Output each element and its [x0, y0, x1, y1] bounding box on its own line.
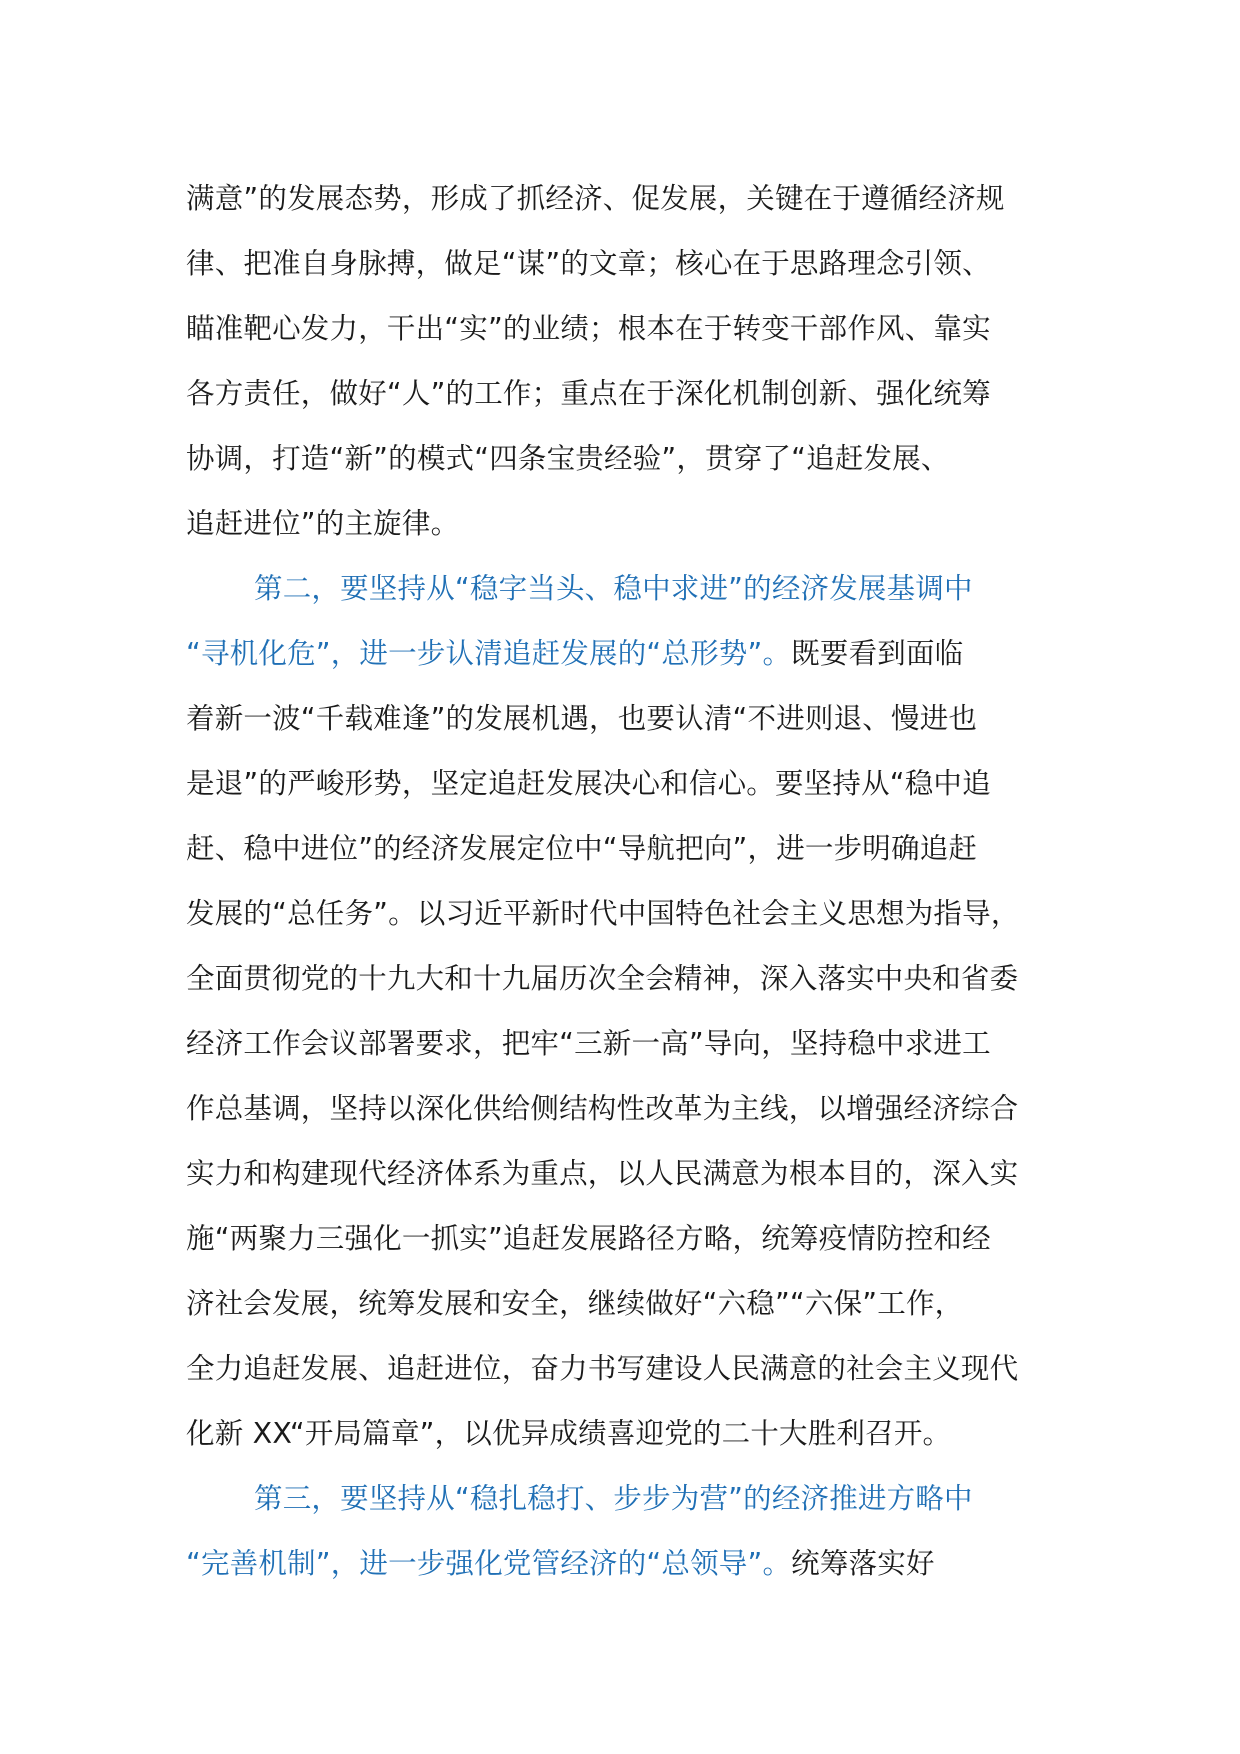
text-line: 作总基调，坚持以深化供给侧结构性改革为主线，以增强经济综合 [186, 1092, 1019, 1125]
text-line: 实力和构建现代经济体系为重点，以人民满意为根本目的，深入实 [186, 1157, 1019, 1190]
text-line: 律、把准自身脉搏，做足“谋”的文章；核心在于思路理念引领、 [186, 247, 991, 280]
text-line: 各方责任，做好“人”的工作；重点在于深化机制创新、强化统筹 [186, 377, 991, 410]
text-line: 济社会发展，统筹发展和安全，继续做好“六稳”“六保”工作， [186, 1287, 964, 1320]
text-line: 追赶进位”的主旋律。 [186, 507, 460, 540]
highlight-heading-line: 第三，要坚持从“稳扎稳打、步步为营”的经济推进方略中 [254, 1482, 973, 1515]
text-line: 协调，打造“新”的模式“四条宝贵经验”，贯穿了“追赶发展、 [186, 442, 950, 475]
text-line: 是退”的严峻形势，坚定追赶发展决心和信心。要坚持从“稳中追 [186, 767, 991, 800]
highlight-heading-line: 第二，要坚持从“稳字当头、稳中求进”的经济发展基调中 [254, 572, 973, 605]
body-text: 统筹落实好 [791, 1547, 935, 1580]
highlight-heading-text: “完善机制”，进一步强化党管经济的“总领导”。 [186, 1547, 792, 1580]
text-line [186, 1531, 1066, 1596]
text-line: 全力追赶发展、追赶进位，奋力书写建设人民满意的社会主义现代 [186, 1352, 1019, 1385]
text-line: 全面贯彻党的十九大和十九届历次全会精神，深入落实中央和省委 [186, 962, 1019, 995]
text-line: 赶、稳中进位”的经济发展定位中“导航把向”，进一步明确追赶 [186, 832, 978, 865]
paragraph-3 [186, 1466, 1066, 1596]
text-line: 发展的“总任务”。以习近平新时代中国特色社会主义思想为指导， [186, 897, 1020, 930]
document-page [186, 166, 1066, 1596]
body-text: 既要看到面临 [791, 637, 964, 670]
text-line: 施“两聚力三强化一抓实”追赶发展路径方略，统筹疫情防控和经 [186, 1222, 991, 1255]
highlight-heading-text: “寻机化危”，进一步认清追赶发展的“总形势”。 [186, 637, 792, 670]
text-line [186, 621, 1066, 686]
text-line: 化新 XX“开局篇章”，以优异成绩喜迎党的二十大胜利召开。 [186, 1417, 952, 1450]
paragraph-2 [186, 556, 1066, 1466]
text-line: 瞄准靶心发力，干出“实”的业绩；根本在于转变干部作风、靠实 [186, 312, 991, 345]
text-line: 着新一波“千载难逢”的发展机遇，也要认清“不进则退、慢进也 [186, 702, 978, 735]
text-line: 经济工作会议部署要求，把牢“三新一高”导向，坚持稳中求进工 [186, 1027, 991, 1060]
paragraph-1 [186, 166, 1066, 556]
text-line: 满意”的发展态势，形成了抓经济、促发展，关键在于遵循经济规 [186, 182, 1005, 215]
